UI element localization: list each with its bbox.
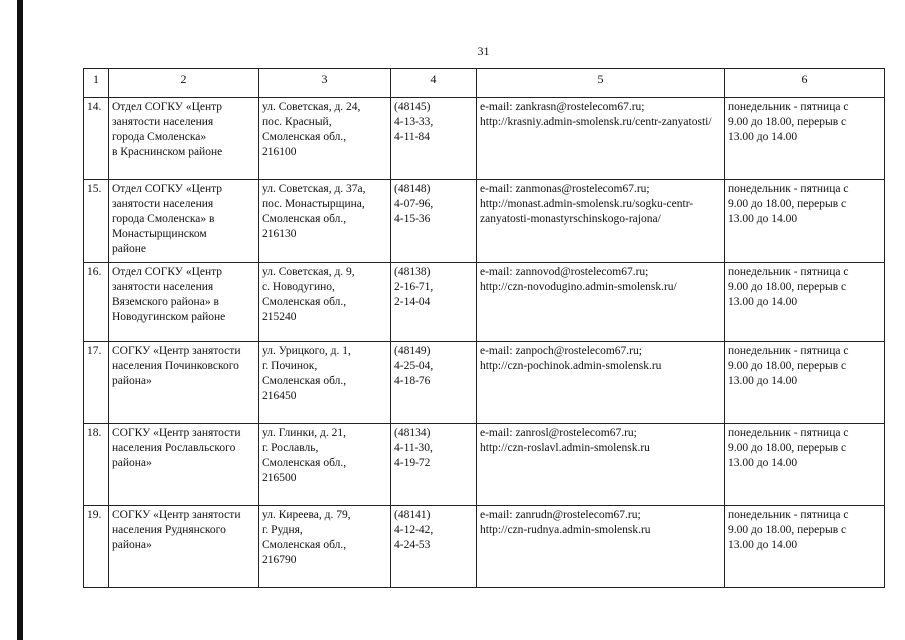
website-link[interactable]: http://czn-roslavl.admin-smolensk.ru <box>480 442 650 454</box>
column-header: 4 <box>391 69 477 98</box>
organization-name: Отдел СОГКУ «Центр занятости населения Вяземского района» в Новодугинском районе <box>109 263 259 342</box>
organization-name: СОГКУ «Центр занятости населения Рославльского района» <box>109 424 259 506</box>
column-header: 3 <box>259 69 391 98</box>
phone: (48145) 4-13-33, 4-11-84 <box>391 98 477 180</box>
organization-name: Отдел СОГКУ «Центр занятости населения города Смоленска» в Монастырщинском районе <box>109 180 259 263</box>
website-link[interactable]: http://czn-novodugino.admin-smolensk.ru/ <box>480 281 677 293</box>
website-link[interactable]: http://monast.admin-smolensk.ru/sogku-centr- zanyatosti-monastyrschinskogo-rajona/ <box>480 198 694 225</box>
working-hours: понедельник - пятница с 9.00 до 18.00, перерыв с 13.00 до 14.00 <box>725 263 885 342</box>
table-header-row <box>84 69 885 98</box>
address: ул. Советская, д. 9, с. Новодугино, Смоленская обл., 215240 <box>259 263 391 342</box>
row-number: 16. <box>84 263 109 342</box>
column-header: 2 <box>109 69 259 98</box>
row-number: 17. <box>84 342 109 424</box>
column-header: 6 <box>725 69 885 98</box>
contacts-cell <box>477 424 725 506</box>
table-row <box>84 98 885 180</box>
row-number: 15. <box>84 180 109 263</box>
row-number: 14. <box>84 98 109 180</box>
email: e-mail: zanpoch@rostelecom67.ru; <box>480 345 642 357</box>
employment-centers-table <box>83 68 885 588</box>
email: e-mail: zanrosl@rostelecom67.ru; <box>480 427 637 439</box>
contacts-cell <box>477 180 725 263</box>
address: ул. Киреева, д. 79, г. Рудня, Смоленская обл., 216790 <box>259 506 391 588</box>
phone: (48141) 4-12-42, 4-24-53 <box>391 506 477 588</box>
table-row <box>84 180 885 263</box>
column-header: 5 <box>477 69 725 98</box>
contacts-cell <box>477 98 725 180</box>
email: e-mail: zannovod@rostelecom67.ru; <box>480 266 649 278</box>
website-link[interactable]: http://czn-rudnya.admin-smolensk.ru <box>480 524 651 536</box>
working-hours: понедельник - пятница с 9.00 до 18.00, перерыв с 13.00 до 14.00 <box>725 342 885 424</box>
organization-name: СОГКУ «Центр занятости населения Починковского района» <box>109 342 259 424</box>
table-row <box>84 506 885 588</box>
organization-name: СОГКУ «Центр занятости населения Руднянского района» <box>109 506 259 588</box>
phone: (48138) 2-16-71, 2-14-04 <box>391 263 477 342</box>
working-hours: понедельник - пятница с 9.00 до 18.00, перерыв с 13.00 до 14.00 <box>725 180 885 263</box>
working-hours: понедельник - пятница с 9.00 до 18.00, перерыв с 13.00 до 14.00 <box>725 98 885 180</box>
table-row <box>84 263 885 342</box>
page-number: 31 <box>477 44 490 58</box>
contacts-cell <box>477 506 725 588</box>
organization-name: Отдел СОГКУ «Центр занятости населения города Смоленска» в Краснинском районе <box>109 98 259 180</box>
phone: (48149) 4-25-04, 4-18-76 <box>391 342 477 424</box>
address: ул. Советская, д. 24, пос. Красный, Смоленская обл., 216100 <box>259 98 391 180</box>
email: e-mail: zankrasn@rostelecom67.ru; <box>480 101 645 113</box>
phone: (48148) 4-07-96, 4-15-36 <box>391 180 477 263</box>
table-row <box>84 424 885 506</box>
row-number: 18. <box>84 424 109 506</box>
email: e-mail: zanrudn@rostelecom67.ru; <box>480 509 641 521</box>
address: ул. Урицкого, д. 1, г. Починок, Смоленская обл., 216450 <box>259 342 391 424</box>
address: ул. Глинки, д. 21, г. Рославль, Смоленская обл., 216500 <box>259 424 391 506</box>
column-header: 1 <box>84 69 109 98</box>
working-hours: понедельник - пятница с 9.00 до 18.00, перерыв с 13.00 до 14.00 <box>725 506 885 588</box>
scan-edge-bar <box>17 0 23 640</box>
phone: (48134) 4-11-30, 4-19-72 <box>391 424 477 506</box>
address: ул. Советская, д. 37а, пос. Монастырщина, Смоленская обл., 216130 <box>259 180 391 263</box>
website-link[interactable]: http://czn-pochinok.admin-smolensk.ru <box>480 360 662 372</box>
website-link[interactable]: http://krasniy.admin-smolensk.ru/centr-zanyatosti/ <box>480 116 712 128</box>
row-number: 19. <box>84 506 109 588</box>
working-hours: понедельник - пятница с 9.00 до 18.00, перерыв с 13.00 до 14.00 <box>725 424 885 506</box>
contacts-cell <box>477 342 725 424</box>
email: e-mail: zanmonas@rostelecom67.ru; <box>480 183 650 195</box>
table-row <box>84 342 885 424</box>
contacts-cell <box>477 263 725 342</box>
